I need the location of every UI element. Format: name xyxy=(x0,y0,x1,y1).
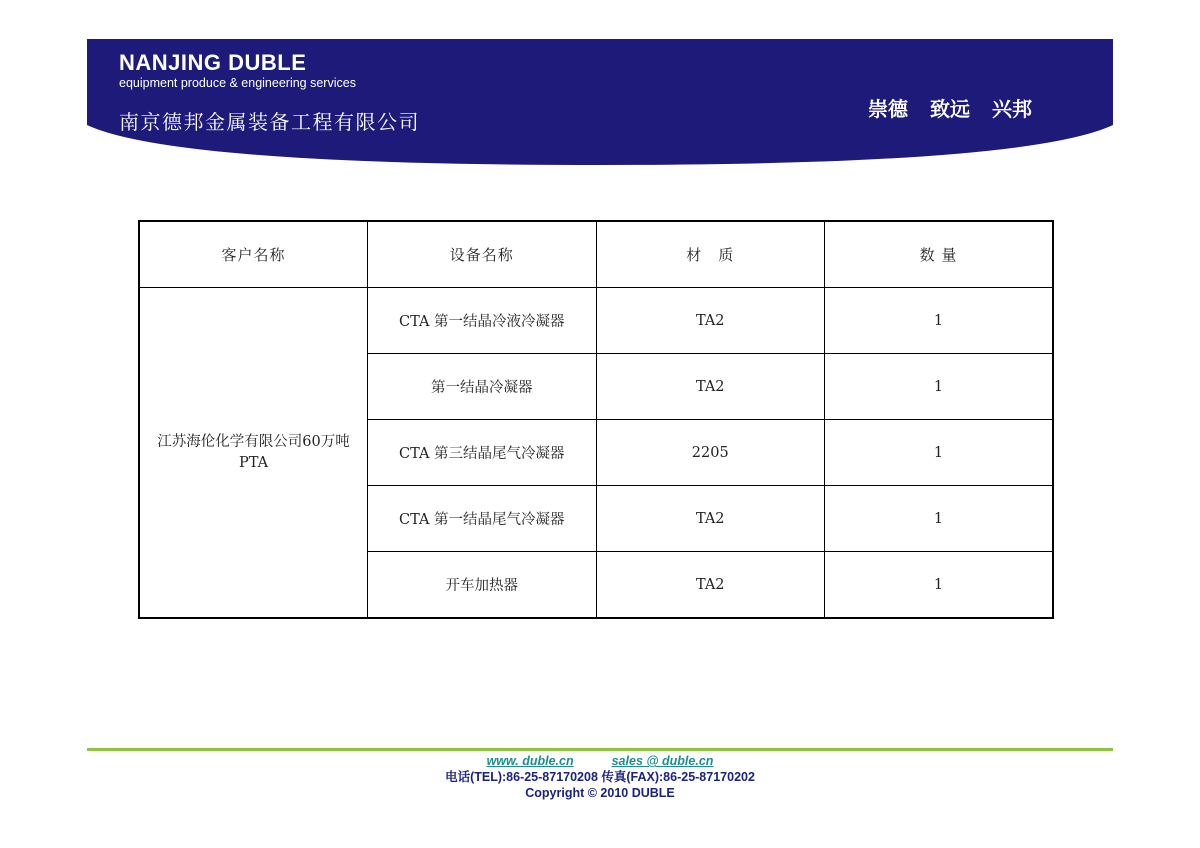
table-row xyxy=(139,288,1053,354)
equipment-cell: CTA 第一结晶尾气冷凝器 xyxy=(368,486,597,552)
material-cell: TA2 xyxy=(596,354,825,420)
footer-links xyxy=(0,753,1200,769)
slogan xyxy=(868,93,1032,122)
quantity-cell: 1 xyxy=(825,486,1054,552)
customer-cell: 江苏海伦化学有限公司60万吨PTA xyxy=(139,288,368,619)
slogan-word: 致远 xyxy=(930,97,970,121)
company-name-cn: 南京德邦金属装备工程有限公司 xyxy=(119,110,420,134)
slogan-word: 崇德 xyxy=(868,97,908,121)
header-quantity: 数 量 xyxy=(825,221,1054,288)
company-name-en: NANJING DUBLE xyxy=(119,50,307,75)
equipment-cell: CTA 第一结晶冷液冷凝器 xyxy=(368,288,597,354)
website-link[interactable]: www. duble.cn xyxy=(486,754,574,768)
header-equipment: 设备名称 xyxy=(368,221,597,288)
equipment-cell: 第一结晶冷凝器 xyxy=(368,354,597,420)
material-cell: TA2 xyxy=(596,486,825,552)
footer-divider xyxy=(87,748,1113,751)
company-tagline: equipment produce & engineering services xyxy=(119,76,356,90)
header-material: 材 质 xyxy=(596,221,825,288)
footer-copyright: Copyright © 2010 DUBLE xyxy=(525,786,675,800)
quantity-cell: 1 xyxy=(825,552,1054,619)
slogan-word: 兴邦 xyxy=(992,97,1032,121)
material-cell: 2205 xyxy=(596,420,825,486)
equipment-cell: CTA 第三结晶尾气冷凝器 xyxy=(368,420,597,486)
quantity-cell: 1 xyxy=(825,420,1054,486)
equipment-table xyxy=(138,220,1054,619)
material-cell: TA2 xyxy=(596,552,825,619)
equipment-cell: 开车加热器 xyxy=(368,552,597,619)
footer-contact: 电话(TEL):86-25-87170208 传真(FAX):86-25-87170202 xyxy=(445,770,755,784)
quantity-cell: 1 xyxy=(825,288,1054,354)
email-link[interactable]: sales @ duble.cn xyxy=(611,754,714,768)
table-header-row xyxy=(139,221,1053,288)
quantity-cell: 1 xyxy=(825,354,1054,420)
header-customer: 客户名称 xyxy=(139,221,368,288)
footer xyxy=(0,753,1200,801)
material-cell: TA2 xyxy=(596,288,825,354)
